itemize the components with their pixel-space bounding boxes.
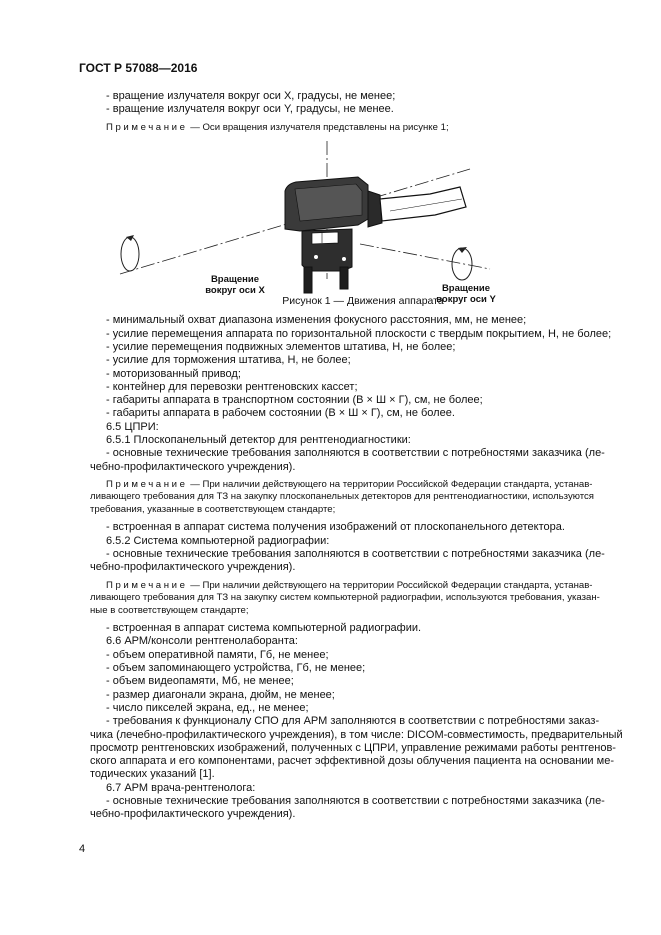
figure-caption: Рисунок 1 — Движения аппарата — [282, 295, 444, 308]
list-item: - усилие для торможения штатива, Н, не более; — [106, 354, 351, 367]
note-label: Примечание — [106, 478, 188, 490]
rotation-x-label: Вращение вокруг оси X — [205, 274, 265, 296]
note-3: Примечание — При наличии действующего на территории Российской Федерации стандарта, устанав- ливающего требования для ТЗ на закупку систем компьютерной радиографии, используются требования, указан- ные в соответствующем стандарте; — [90, 579, 600, 616]
note-text: — Оси вращения излучателя представлены на рисунке 1; — [187, 121, 449, 133]
requirement-line: - основные технические требования заполняются в соответствии с потребностями заказчика (ле- — [106, 447, 605, 460]
list-item: - встроенная в аппарат система получения изображений от плоскопанельного детектора. — [106, 521, 565, 534]
section-6-5-2-title: 6.5.2 Система компьютерной радиографии: — [106, 534, 330, 547]
list-item: - объем запоминающего устройства, Гб, не менее; — [106, 662, 366, 675]
list-item: - моторизованный привод; — [106, 367, 241, 380]
note-1 — [90, 122, 616, 135]
rotation-y-label: Вращение вокруг оси Y — [436, 283, 496, 305]
note-2: Примечание — При наличии действующего на территории Российской Федерации стандарта, устанав- ливающего требования для ТЗ на закупку плоскопанельных детекторов для рентгенодиагностики, используются требования, указанные в соответствующем стандарте; — [90, 478, 595, 515]
device-movement-drawing — [90, 139, 616, 295]
requirement-line: чебно-профилактического учреждения). — [90, 460, 296, 473]
requirement-line: чебно-профилактического учреждения). — [90, 808, 296, 821]
list-item: - минимальный охват диапазона изменения фокусного расстояния, мм, не менее; — [106, 314, 527, 327]
list-item: - встроенная в аппарат система компьютерной радиографии. — [106, 622, 422, 635]
section-6-5-title: 6.5 ЦПРИ: — [106, 420, 159, 433]
page-number: 4 — [79, 843, 86, 855]
list-item: - контейнер для перевозки рентгеновских кассет; — [106, 380, 358, 393]
list-item: - усилие перемещения аппарата по горизонтальной плоскости с твердым покрытием, Н, не более; — [106, 327, 612, 340]
list-item: - размер диагонали экрана, дюйм, не менее; — [106, 688, 335, 701]
list-item: - объем видеопамяти, Мб, не менее; — [106, 675, 294, 688]
page-content — [90, 90, 623, 822]
section-6-5-1-title: 6.5.1 Плоскопанельный детектор для рентгенодиагностики: — [106, 434, 411, 447]
list-item: - габариты аппарата в транспортном состоянии (В × Ш × Г), см, не более; — [106, 394, 483, 407]
list-item: - вращение излучателя вокруг оси X, градусы, не менее; — [106, 90, 396, 102]
section-6-6-title: 6.6 АРМ/консоли рентгенолаборанта: — [106, 635, 298, 648]
list-item: - вращение излучателя вокруг оси Y, градусы, не менее. — [106, 103, 394, 116]
list-item: - число пикселей экрана, ед., не менее; — [106, 701, 309, 714]
section-6-7-title: 6.7 АРМ врача-рентгенолога: — [106, 781, 256, 794]
list-item: - объем оперативной памяти, Гб, не менее; — [106, 648, 329, 661]
note-label: Примечание — [106, 579, 188, 591]
requirement-line: - основные технические требования заполняются в соответствии с потребностями заказчика (ле- — [106, 548, 605, 561]
list-item: - усилие перемещения подвижных элементов штатива, Н, не более; — [106, 340, 456, 353]
note-label: Примечание — [106, 121, 188, 133]
requirement-line: чебно-профилактического учреждения). — [90, 561, 296, 574]
list-item: - габариты аппарата в рабочем состоянии (В × Ш × Г), см, не более. — [106, 407, 455, 420]
software-requirements-paragraph: - требования к функционалу СПО для АРМ заполняются в соответствии с потребностями заказ- чика (лечебно-профилактического учреждения), в том числе: DICOM-совместимость, предварительный просмотр рентгеновских изображений, полученных с ЦПРИ, управление режимами работы рентгенов- ского аппарата и его компонентами, расчет эффективной дозы облучения пациента на основании ме- тодических указаний [1]. — [90, 715, 623, 781]
requirement-line: - основные технические требования заполняются в соответствии с потребностями заказчика (ле- — [106, 795, 605, 807]
standard-header: ГОСТ Р 57088—2016 — [79, 61, 198, 75]
